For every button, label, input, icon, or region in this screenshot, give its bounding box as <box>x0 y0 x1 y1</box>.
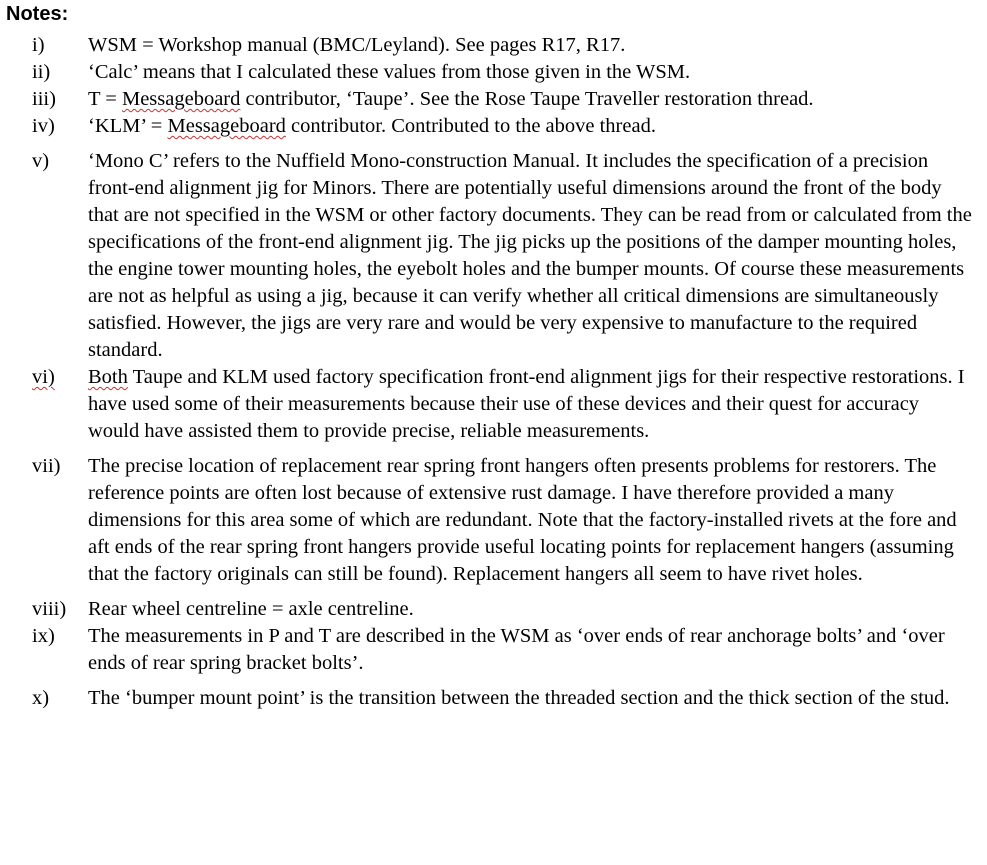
notes-list <box>0 32 987 720</box>
note-item <box>0 113 987 140</box>
spellcheck-flagged-word: Messageboard <box>167 115 286 137</box>
note-item <box>0 685 987 712</box>
note-item <box>0 32 987 59</box>
note-text <box>88 364 973 445</box>
note-item <box>0 86 987 113</box>
note-text-segment: Taupe and KLM used factory specification front-end alignment jigs for their respective restorations. I have used some of their measurements because their use of these devices and their quest for accuracy would have assisted them to provide precise, reliable measurements. <box>88 366 965 442</box>
note-number: vii) <box>32 455 61 477</box>
note-number: ii) <box>32 61 51 83</box>
note-text <box>88 596 973 623</box>
note-item <box>0 148 987 364</box>
note-text-segment: The precise location of replacement rear spring front hangers often presents problems for restorers. The reference points are often lost because of extensive rust damage. I have therefore provided a many dimensions for this area some of which are redundant. Note that the factory-installed rivets at the fore and aft ends of the rear spring front hangers provide useful locating points for replacement hangers (assuming that the factory originals can still be found). Replacement hangers all seem to have rivet holes. <box>88 455 957 585</box>
note-text <box>88 453 973 588</box>
note-text <box>88 59 973 86</box>
note-number: i) <box>32 34 45 56</box>
note-text-segment: contributor. Contributed to the above thread. <box>285 115 656 137</box>
note-text-segment: ‘KLM’ = <box>88 115 168 137</box>
note-text <box>88 113 973 140</box>
note-number: v) <box>32 150 50 172</box>
note-number: x) <box>32 687 50 709</box>
spellcheck-flagged-word: Both <box>88 366 128 388</box>
note-text <box>88 623 973 677</box>
note-text-segment: ‘Calc’ means that I calculated these values from those given in the WSM. <box>88 61 691 83</box>
note-item <box>0 596 987 623</box>
note-text-segment: ‘Mono C’ refers to the Nuffield Mono-construction Manual. It includes the specification of a precision front-end alignment jig for Minors. There are potentially useful dimensions around the front of the body that are not specified in the WSM or other factory documents. They can be read from or calculated from the specifications of the front-end alignment jig. The jig picks up the positions of the damper mounting holes, the engine tower mounting holes, the eyebolt holes and the bumper mounts. Of course these measurements are not as helpful as using a jig, because it can verify whether all critical dimensions are simultaneously satisfied. However, the jigs are very rare and would be very expensive to manufacture to the required standard. <box>88 150 972 361</box>
note-text-segment: The ‘bumper mount point’ is the transition between the threaded section and the thick section of the stud. <box>88 687 950 709</box>
note-text-segment: The measurements in P and T are described in the WSM as ‘over ends of rear anchorage bolts’ and ‘over ends of rear spring bracket bolts’. <box>88 625 945 674</box>
note-number: viii) <box>32 598 67 620</box>
note-number: iv) <box>32 115 55 137</box>
note-text-segment: T = <box>88 88 122 110</box>
note-text <box>88 32 973 59</box>
note-number: iii) <box>32 88 56 110</box>
note-item <box>0 59 987 86</box>
note-text <box>88 86 973 113</box>
note-item <box>0 364 987 445</box>
note-text-segment: Rear wheel centreline = axle centreline. <box>88 598 414 620</box>
notes-heading: Notes: <box>6 3 69 25</box>
note-text-segment: WSM = Workshop manual (BMC/Leyland). See pages R17, R17. <box>88 34 626 56</box>
note-text <box>88 685 973 712</box>
note-item <box>0 623 987 677</box>
note-number: vi) <box>32 366 55 388</box>
note-number: ix) <box>32 625 55 647</box>
note-item <box>0 453 987 588</box>
note-text-segment: contributor, ‘Taupe’. See the Rose Taupe Traveller restoration thread. <box>240 88 814 110</box>
note-text <box>88 148 973 364</box>
spellcheck-flagged-word: Messageboard <box>121 88 241 110</box>
